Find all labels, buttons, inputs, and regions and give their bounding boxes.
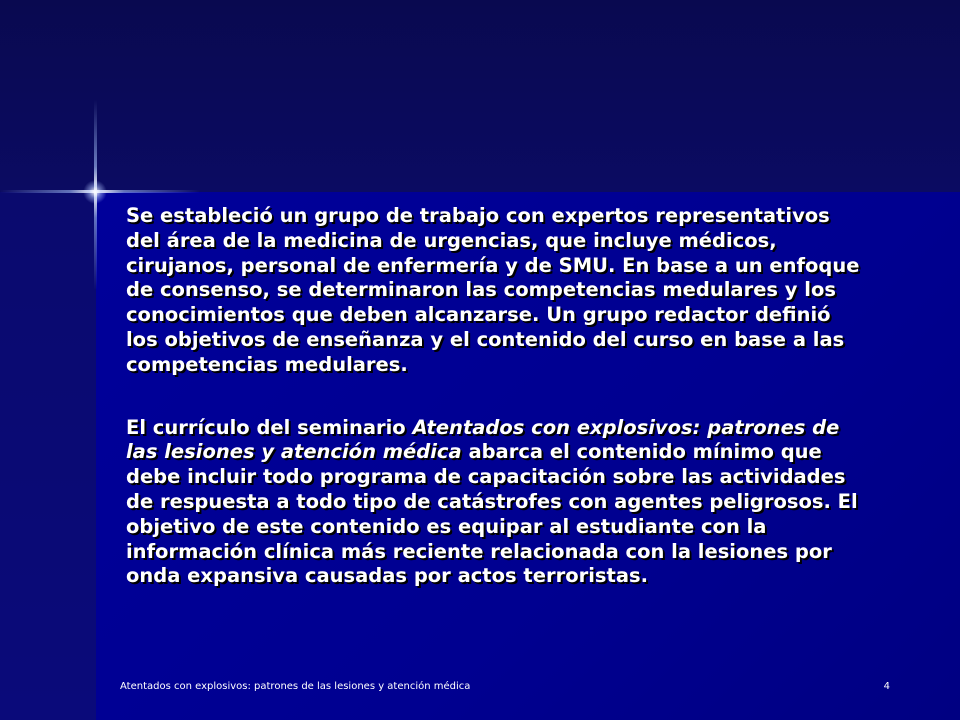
page-number: 4 bbox=[883, 681, 890, 692]
header-band bbox=[0, 0, 960, 192]
left-margin-band bbox=[0, 192, 96, 720]
paragraph-curriculum bbox=[126, 416, 866, 590]
footer-title: Atentados con explosivos: patrones de las lesiones y atención médica bbox=[120, 681, 471, 692]
slide-footer bbox=[120, 678, 900, 696]
slide-content bbox=[126, 204, 866, 627]
sparkle-core-icon bbox=[83, 180, 107, 204]
seminar-title: Atentados con explosivos: patrones de las lesiones y atención médica bbox=[126, 415, 840, 464]
paragraph-curriculum-intro: El currículo del seminario bbox=[126, 415, 413, 439]
paragraph-working-group: Se estableció un grupo de trabajo con expertos representativos del área de la medicina de urgencias, que incluye médicos, cirujanos, personal de enfermería y de SMU. En base a un enfoque de consenso, se determinaron las competencias medulares y los conocimientos que deben alcanzarse. Un grupo redactor definió los objetivos de enseñanza y el contenido del curso en base a las competencias medulares. bbox=[126, 204, 860, 376]
paragraph-curriculum-body: abarca el contenido mínimo que debe incluir todo programa de capacitación sobre las actividades de respuesta a todo tipo de catástrofes con agentes peligrosos. El objetivo de este contenido es equipar al estudiante con la información clínica más reciente relacionada con la lesiones por onda expansiva causadas por actos terroristas. bbox=[126, 440, 858, 588]
